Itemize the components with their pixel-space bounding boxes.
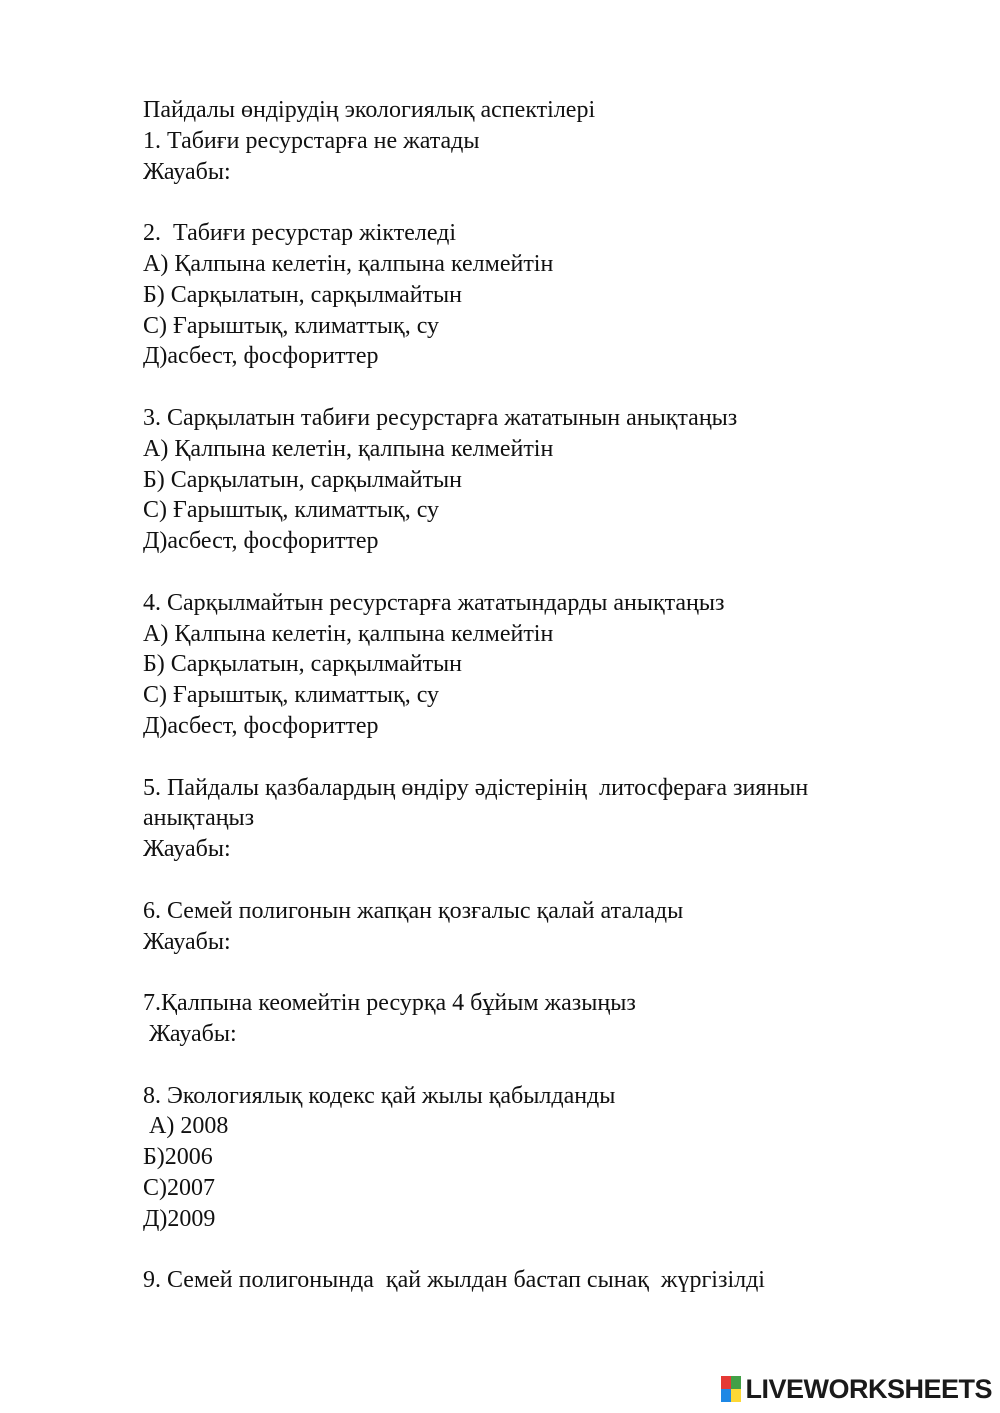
spacer <box>143 1234 943 1265</box>
option-2d[interactable]: Д)асбест, фосфориттер <box>143 343 379 370</box>
option-4b[interactable]: Б) Сарқылатын, сарқылмайтын <box>143 651 463 678</box>
question-2: 2. Табиғи ресурстар жіктеледі <box>143 220 457 247</box>
question-8: 8. Экологиялық кодекс қай жылы қабылданды <box>143 1082 616 1109</box>
option-8d[interactable]: Д)2009 <box>143 1205 216 1232</box>
spacer <box>143 742 943 773</box>
question-4: 4. Сарқылмайтын ресурстарға жататындарды анықтаңыз <box>143 589 725 616</box>
question-9: 9. Семей полигонында қай жылдан бастап сынақ жүргізілді <box>143 1267 765 1294</box>
question-5-line-1: 5. Пайдалы қазбалардың өндіру әдістерінің литосфераға зиянын <box>143 774 809 801</box>
option-8b[interactable]: Б)2006 <box>143 1144 213 1171</box>
option-3a[interactable]: А) Қалпына келетін, қалпына келмейтін <box>143 435 554 462</box>
question-1: 1. Табиғи ресурстарға не жатады <box>143 127 480 154</box>
spacer <box>143 1050 943 1081</box>
option-4c[interactable]: С) Ғарыштық, климаттық, су <box>143 682 440 709</box>
option-3c[interactable]: С) Ғарыштық, климаттық, су <box>143 497 440 524</box>
logo-square-red <box>721 1376 731 1389</box>
answer-label-6: Жауабы: <box>143 928 231 955</box>
logo-square-green <box>731 1376 741 1389</box>
option-4a[interactable]: А) Қалпына келетін, қалпына келмейтін <box>143 620 554 647</box>
logo-mark-icon <box>721 1376 741 1402</box>
question-5-line-2: анықтаңыз <box>143 805 255 832</box>
spacer <box>143 187 943 218</box>
answer-label-5: Жауабы: <box>143 836 231 863</box>
option-3d[interactable]: Д)асбест, фосфориттер <box>143 528 379 555</box>
worksheet-title: Пайдалы өндірудің экологиялық аспектілері <box>143 97 596 123</box>
spacer <box>143 865 943 896</box>
answer-label-7: Жауабы: <box>149 1020 237 1047</box>
option-4d[interactable]: Д)асбест, фосфориттер <box>143 712 379 739</box>
option-8a[interactable]: А) 2008 <box>149 1113 229 1140</box>
spacer <box>143 957 943 988</box>
option-2a[interactable]: А) Қалпына келетін, қалпына келмейтін <box>143 250 554 277</box>
worksheet <box>143 95 943 1296</box>
answer-label-1: Жауабы: <box>143 158 231 185</box>
spacer <box>143 372 943 403</box>
question-7: 7.Қалпына кеомейтін ресурқа 4 бұйым жазыңыз <box>143 990 636 1017</box>
spacer <box>143 557 943 588</box>
logo-square-blue <box>721 1389 731 1402</box>
logo-square-yellow <box>731 1389 741 1402</box>
option-8c[interactable]: С)2007 <box>143 1174 215 1201</box>
option-2b[interactable]: Б) Сарқылатын, сарқылмайтын <box>143 281 463 308</box>
liveworksheets-logo <box>721 1373 992 1405</box>
question-3: 3. Сарқылатын табиғи ресурстарға жататынын анықтаңыз <box>143 404 738 431</box>
option-2c[interactable]: С) Ғарыштық, климаттық, су <box>143 312 440 339</box>
question-6: 6. Семей полигонын жапқан қозғалыс қалай аталады <box>143 897 684 924</box>
option-3b[interactable]: Б) Сарқылатын, сарқылмайтын <box>143 466 463 493</box>
logo-text: LIVEWORKSHEETS <box>745 1373 992 1404</box>
